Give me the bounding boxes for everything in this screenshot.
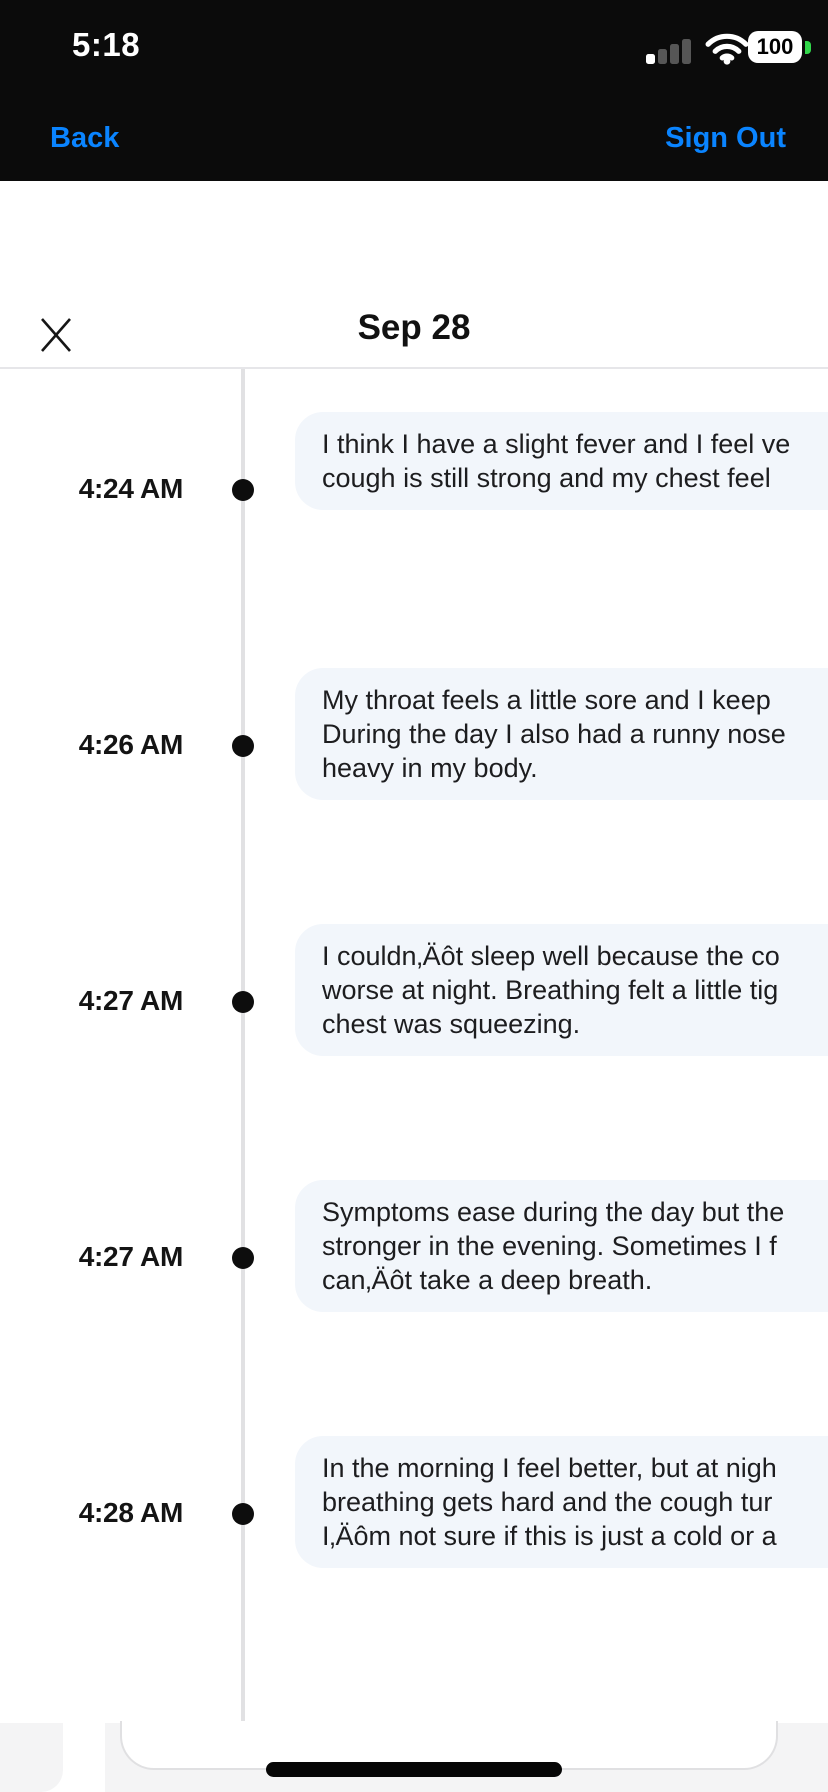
message-line: cough is still strong and my chest feel (322, 463, 771, 493)
back-button[interactable]: Back (50, 122, 120, 154)
battery-icon (748, 31, 802, 63)
message-line: chest was squeezing. (322, 1009, 581, 1039)
message-line: I think I have a slight fever and I feel ve (322, 429, 791, 459)
message-line: Symptoms ease during the day but the (322, 1197, 785, 1227)
message-line: can‚Äôt take a deep breath. (322, 1265, 653, 1295)
message-line: My throat feels a little sore and I keep (322, 685, 771, 715)
sign-out-button[interactable]: Sign Out (665, 122, 786, 154)
status-nav-bar (0, 0, 828, 181)
timeline-time: 4:26 AM (78, 729, 183, 760)
message-line: heavy in my body. (322, 753, 538, 783)
battery-tip-icon (805, 41, 811, 54)
bottom-left-panel (0, 1723, 63, 1792)
message-line: During the day I also had a runny nose (322, 719, 786, 749)
cellular-signal-icon (646, 38, 696, 64)
timeline-time: 4:27 AM (78, 1241, 183, 1272)
header-divider (0, 367, 828, 369)
timeline-dot (232, 1503, 254, 1525)
timeline-time: 4:24 AM (78, 473, 183, 504)
message-bubble (295, 1436, 828, 1568)
battery-level: 100 (756, 34, 794, 59)
message-line: I‚Äôm not sure if this is just a cold or a (322, 1521, 777, 1551)
wifi-icon (704, 31, 750, 65)
timeline-dot (232, 735, 254, 757)
message-line: In the morning I feel better, but at nigh (322, 1453, 777, 1483)
timeline-dot (232, 1247, 254, 1269)
timeline-dot (232, 479, 254, 501)
message-line: I couldn‚Äôt sleep well because the co (322, 941, 780, 971)
message-line: stronger in the evening. Sometimes I f (322, 1231, 777, 1261)
message-line: breathing gets hard and the cough tur (322, 1487, 773, 1517)
message-bubble (295, 668, 828, 800)
timeline-time: 4:27 AM (78, 985, 183, 1016)
home-indicator[interactable] (266, 1762, 562, 1777)
timeline-time: 4:28 AM (78, 1497, 183, 1528)
page-title: Sep 28 (357, 308, 471, 347)
message-bubble (295, 924, 828, 1056)
message-line: worse at night. Breathing felt a little tig (322, 975, 779, 1005)
message-bubble (295, 1180, 828, 1312)
message-bubble (295, 412, 828, 510)
timeline-dot (232, 991, 254, 1013)
status-time: 5:18 (72, 26, 141, 63)
